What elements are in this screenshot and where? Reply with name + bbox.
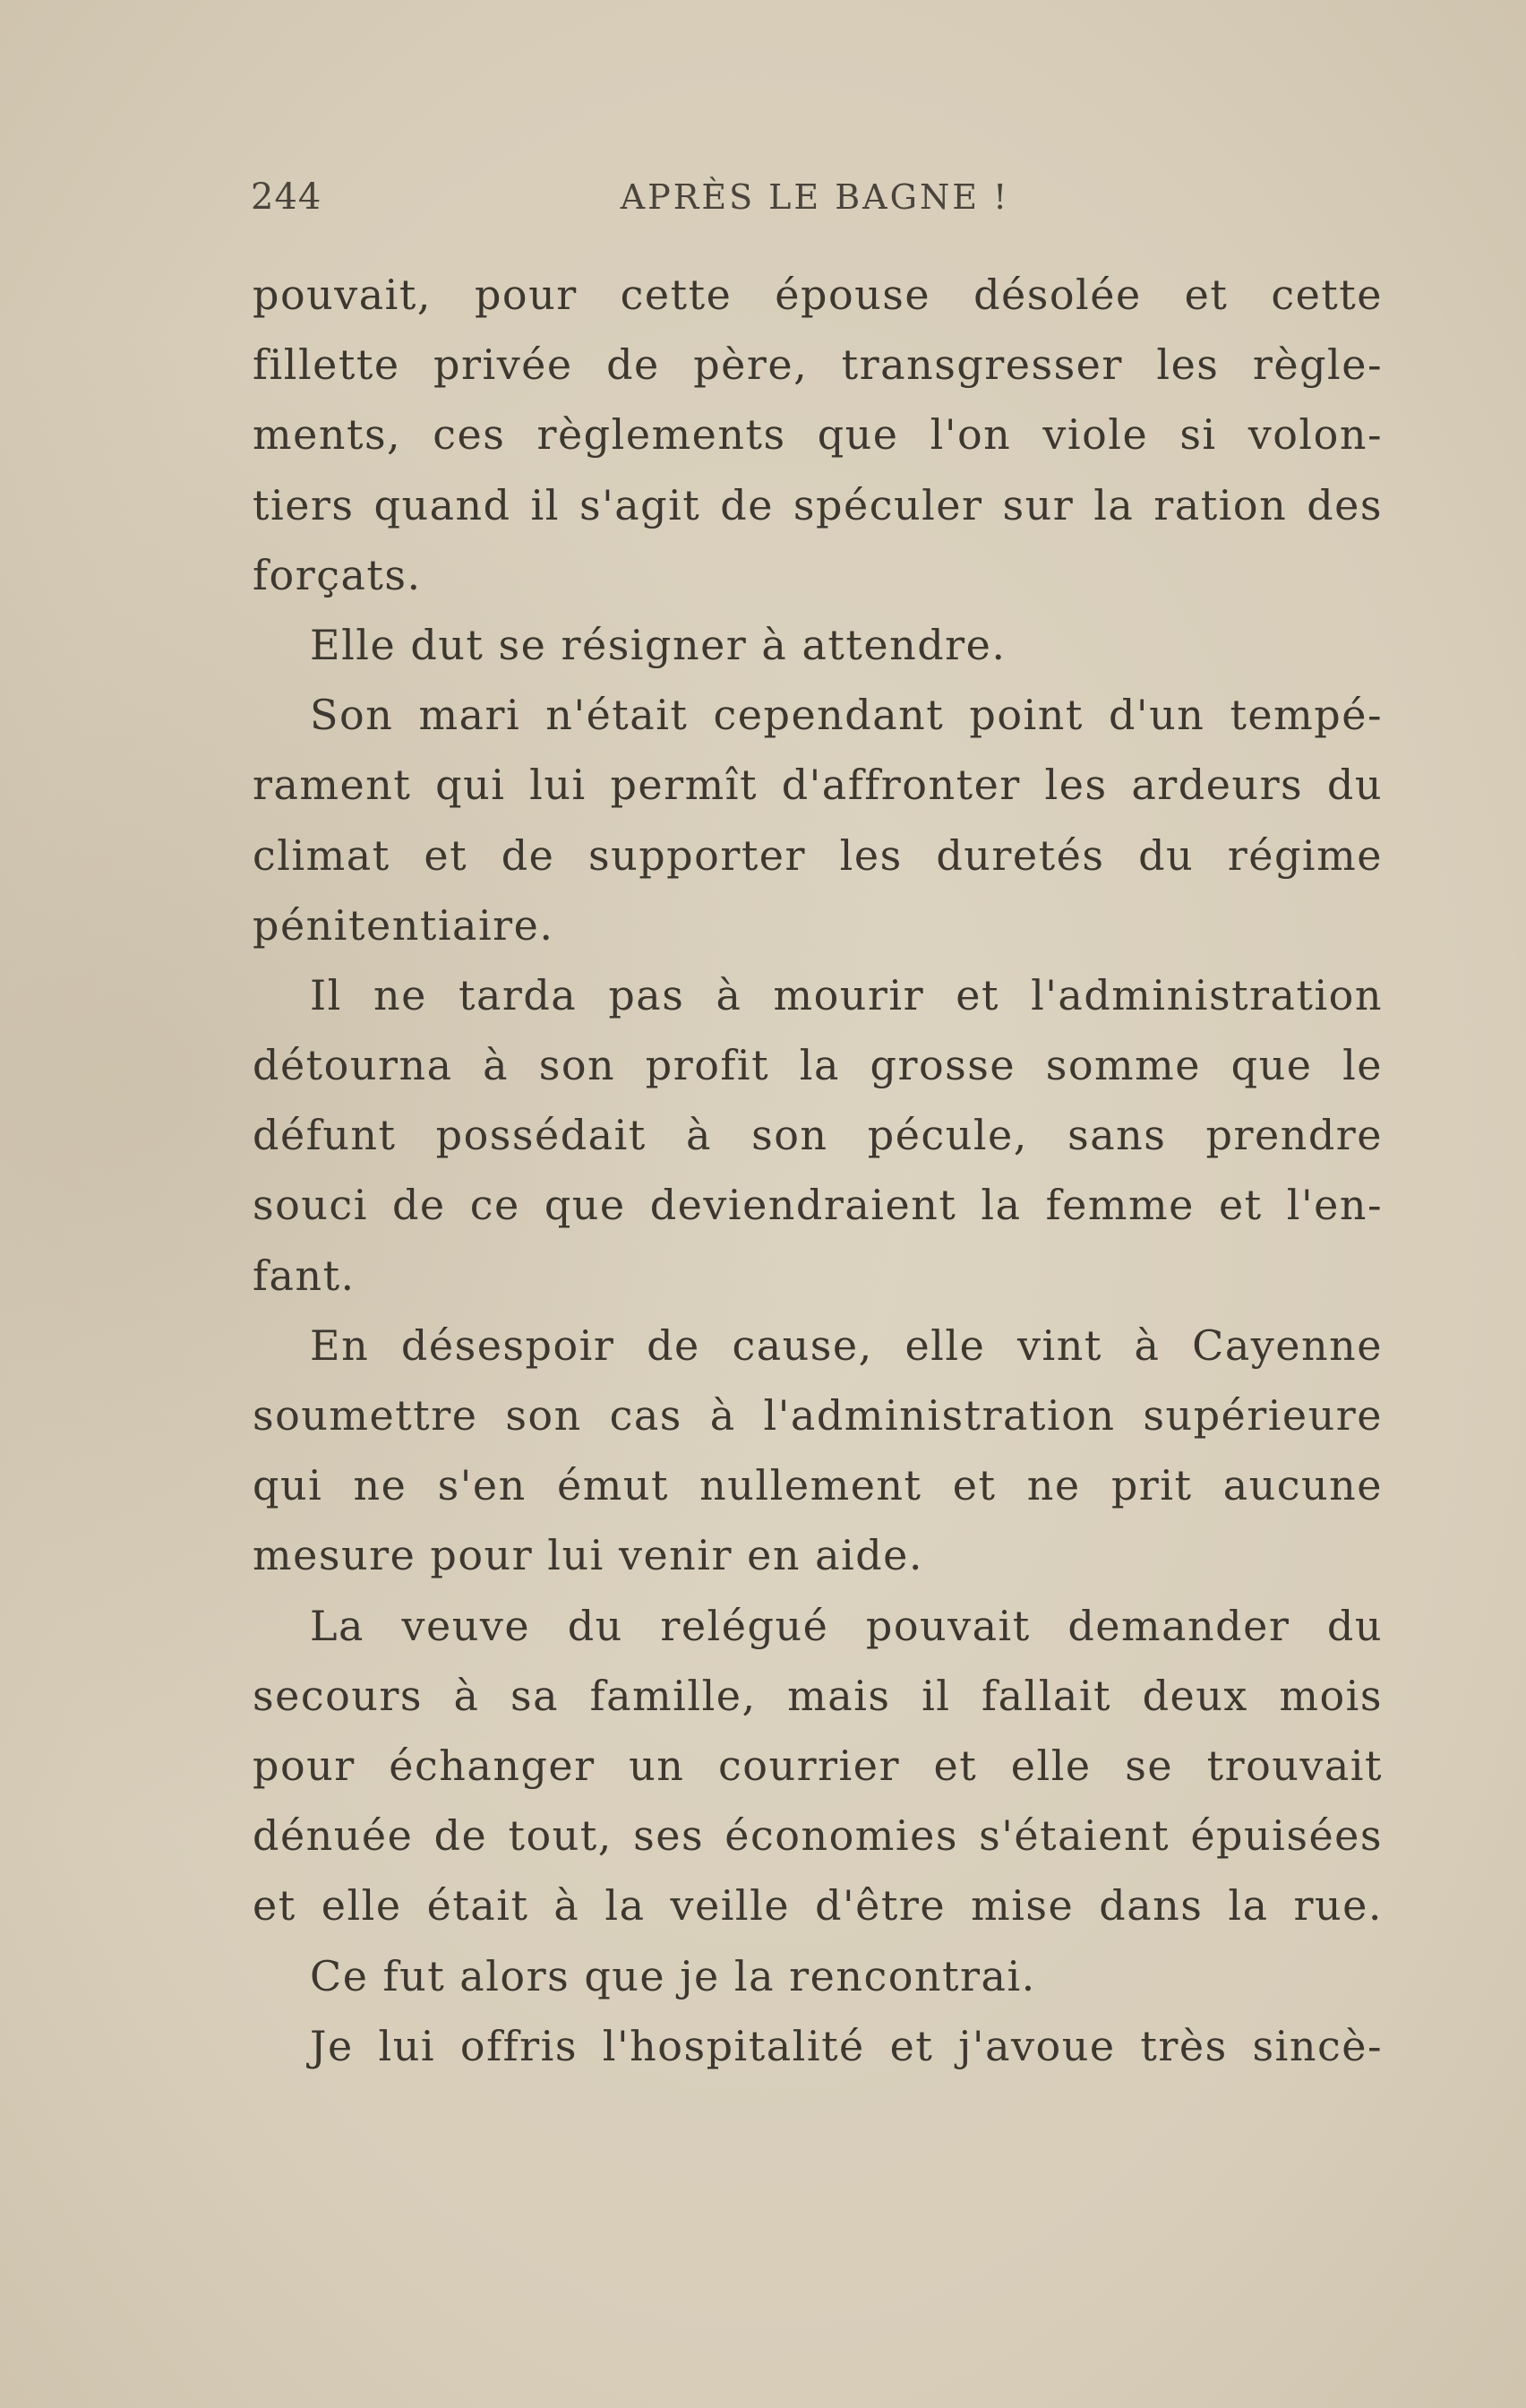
text-line: Il ne tarda pas à mourir et l'administration [310,970,1383,1019]
text-line: pénitentiaire. [253,900,554,950]
page-header [251,170,1379,224]
text-line: mesure pour lui venir en aide. [253,1531,924,1580]
text-line: et elle était à la veille d'être mise dans la rue. [253,1881,1383,1931]
running-title: APRÈS LE BAGNE ! [620,177,1010,217]
text-line: Ce fut alors que je la rencontrai. [310,1951,1036,2000]
text-line: rament qui lui permît d'affronter les ardeurs du [253,761,1383,810]
text-line: fant. [253,1251,356,1300]
text-line: qui ne s'en émut nullement et ne prit aucune [253,1461,1383,1510]
text-line: tiers quand il s'agit de spéculer sur la ration des [253,480,1383,529]
body-text [253,260,1383,2081]
text-line: pouvait, pour cette épouse désolée et cette [253,271,1383,319]
text-line: forçats. [253,550,422,599]
text-line: soumettre son cas à l'administration supérieure [253,1391,1383,1440]
text-line: souci de ce que deviendraient la femme et l'en- [253,1181,1383,1230]
text-line: La veuve du relégué pouvait demander du [310,1601,1383,1650]
text-line: Son mari n'était cependant point d'un tempé- [310,691,1383,740]
text-line: pour échanger un courrier et elle se trouvait [253,1741,1383,1790]
page-number: 244 [251,176,322,218]
text-line: Je lui offris l'hospitalité et j'avoue très sincè- [310,2021,1383,2070]
text-line: En désespoir de cause, elle vint à Cayenne [310,1320,1383,1370]
text-line: climat et de supporter les duretés du régime [253,830,1383,880]
text-line: dénuée de tout, ses économies s'étaient épuisées [253,1811,1383,1861]
text-line: ments, ces règlements que l'on viole si volon- [253,410,1383,460]
text-line: Elle dut se résigner à attendre. [310,620,1007,669]
text-line: défunt possédait à son pécule, sans prendre [253,1111,1383,1160]
text-line: secours à sa famille, mais il fallait deux mois [253,1671,1383,1720]
text-line: détourna à son profit la grosse somme que le [253,1041,1383,1090]
text-line: fillette privée de père, transgresser les règle- [253,340,1383,390]
